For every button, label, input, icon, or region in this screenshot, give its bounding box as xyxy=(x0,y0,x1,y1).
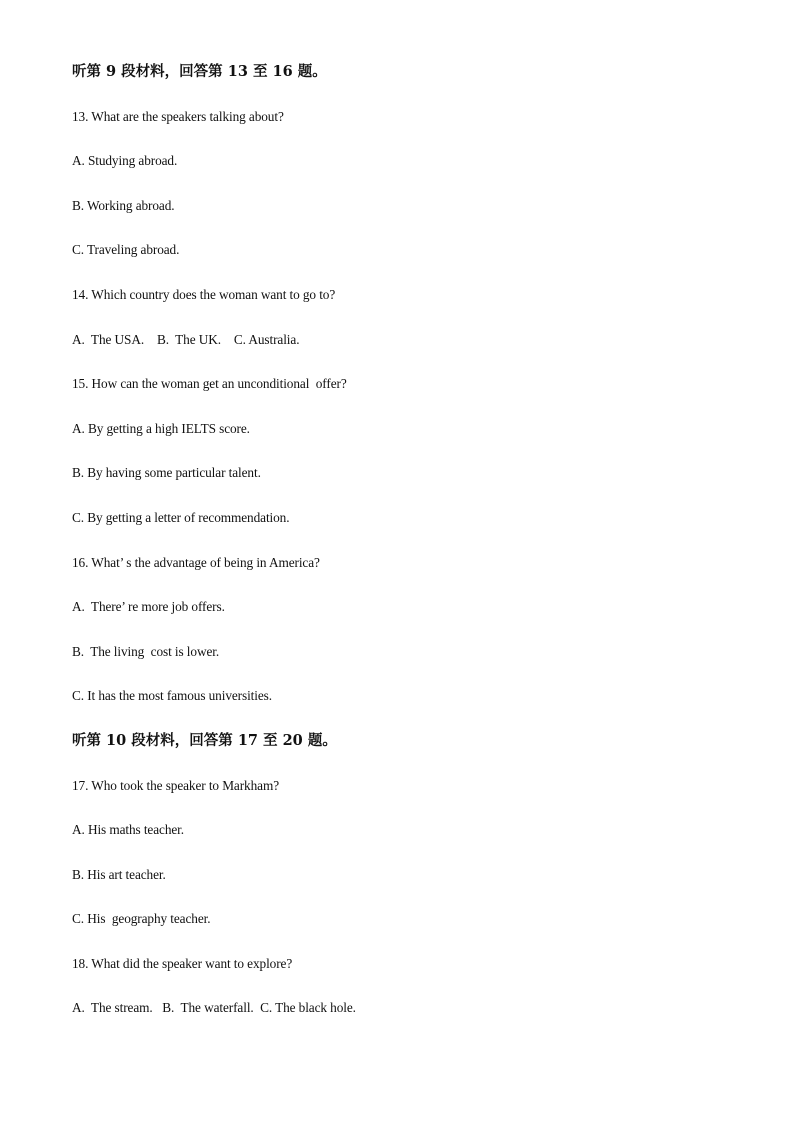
question-16-option-c: C. It has the most famous universities. xyxy=(72,688,272,704)
question-15-stem: 15. How can the woman get an unconditional offer? xyxy=(72,376,347,392)
question-13-option-c: C. Traveling abroad. xyxy=(72,242,180,258)
question-16-stem: 16. What’ s the advantage of being in America? xyxy=(72,554,320,570)
question-15-option-b: B. By having some particular talent. xyxy=(72,465,261,481)
question-15-option-a: A. By getting a high IELTS score. xyxy=(72,420,250,436)
question-15-option-c: C. By getting a letter of recommendation. xyxy=(72,509,290,525)
question-16-option-b: B. The living cost is lower. xyxy=(72,643,220,659)
question-14-options: A. The USA. B. The UK. C. Australia. xyxy=(72,331,300,347)
question-13-option-b: B. Working abroad. xyxy=(72,197,175,213)
question-13-option-a: A. Studying abroad. xyxy=(72,153,178,169)
question-17-option-a: A. His maths teacher. xyxy=(72,822,185,838)
question-18-options: A. The stream. B. The waterfall. C. The black hole. xyxy=(72,1000,356,1016)
question-16-option-a: A. There’ re more job offers. xyxy=(72,599,225,615)
question-18-stem: 18. What did the speaker want to explore? xyxy=(72,955,293,971)
question-17-option-c: C. His geography teacher. xyxy=(72,911,211,927)
section-heading-10: 听第 10 段材料，回答第 17 至 20 题。 xyxy=(72,731,337,749)
section-heading-9: 听第 9 段材料，回答第 13 至 16 题。 xyxy=(72,63,327,80)
question-13-stem: 13. What are the speakers talking about? xyxy=(72,108,284,124)
question-14-stem: 14. Which country does the woman want to go to? xyxy=(72,286,336,302)
question-17-option-b: B. His art teacher. xyxy=(72,866,166,882)
question-17-stem: 17. Who took the speaker to Markham? xyxy=(72,777,280,793)
document-page xyxy=(72,62,722,1043)
